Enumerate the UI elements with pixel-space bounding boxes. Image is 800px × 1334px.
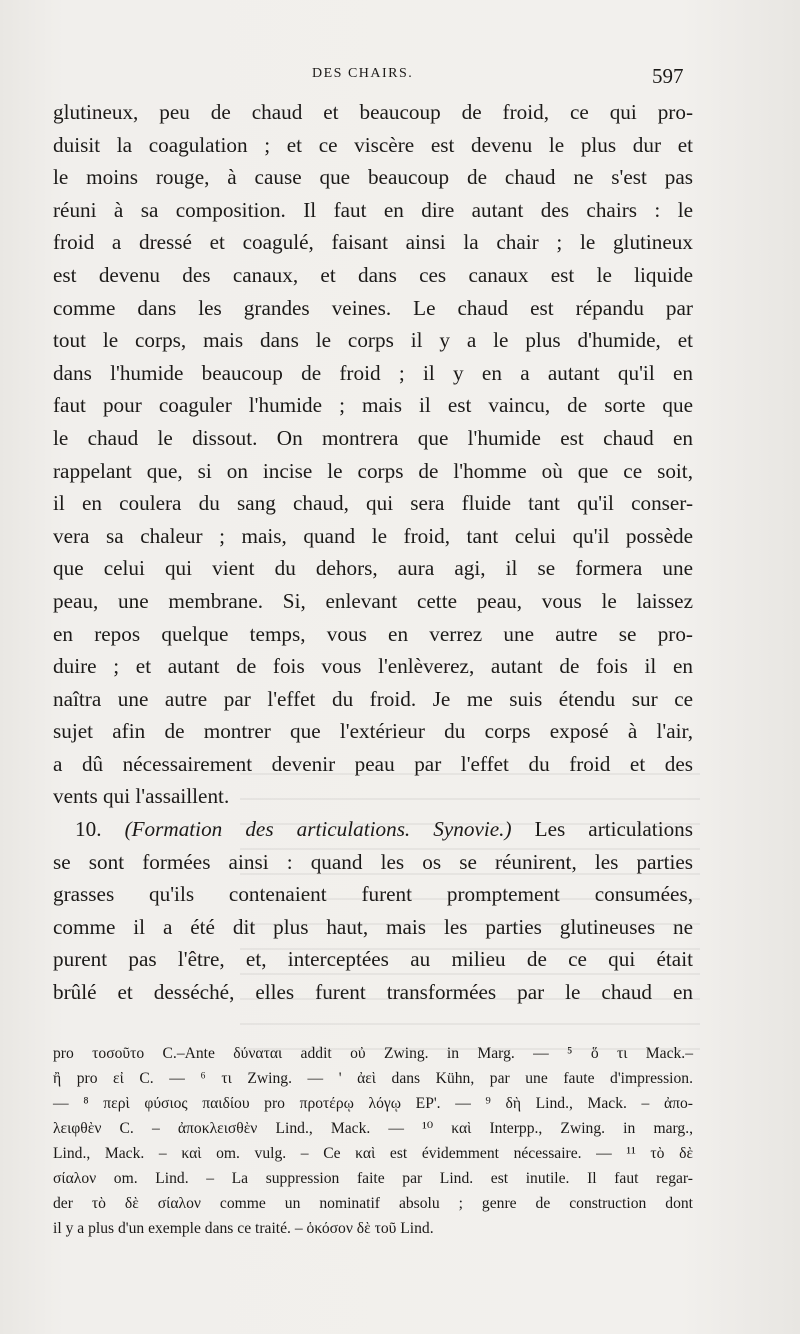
text-line: le chaud le dissout. On montrera que l'humide est chaud en [53,425,693,450]
text-line: froid a dressé et coagulé, faisant ainsi la chair ; le glutineux [53,230,693,255]
section-number: 10. [75,817,102,842]
text-line: grasses qu'ils contenaient furent promptement consumées, [53,882,693,907]
text-line: le moins rouge, à cause que beaucoup de chaud ne s'est pas [53,165,693,190]
text-line: brûlé et desséché, elles furent transformées par le chaud en [53,980,693,1005]
running-title: DES CHAIRS. [312,66,414,81]
text-line: que celui qui vient du dehors, aura agi, il se formera une [53,556,693,581]
text-line: naîtra une autre par l'effet du froid. Je me suis étendu sur ce [53,686,693,711]
footnote-line: pro τοσοῦτο C.–Ante δύναται addit οὐ Zwing. in Marg. — ⁵ ὅ τι Mack.– [53,1045,693,1062]
main-text [53,96,693,1009]
footnote-line: der τὸ δὲ σίαλον comme un nominatif absolu ; genre de construction dont [53,1195,693,1212]
footnote-line: λειφθὲν C. – ἀποκλεισθὲν Lind., Mack. — ¹⁰ καὶ Interpp., Zwing. in marg., [53,1120,693,1137]
text-line: purent pas l'être, et, interceptées au milieu de ce qui était [53,947,693,972]
text-line: a dû nécessairement devenir peau par l'effet du froid et des [53,751,693,776]
text-line: réuni à sa composition. Il faut en dire autant des chairs : le [53,197,693,222]
text-line: duisit la coagulation ; et ce viscère est devenu le plus dur et [53,132,693,157]
footnote-line: — ⁸ περὶ φύσιος παιδίου pro προτέρῳ λόγῳ EP'. — ⁹ δὴ Lind., Mack. – ἀπο- [53,1095,693,1112]
footnote-line: ἢ pro εἰ C. — ⁶ τι Zwing. — ' ἀεὶ dans Kühn, par une faute d'impression. [53,1070,693,1087]
text-line: il en coulera du sang chaud, qui sera fluide tant qu'il conser- [53,491,693,516]
footnotes [53,1041,693,1241]
section-first-line: Les articulations [534,817,694,842]
footnote-line: il y a plus d'un exemple dans ce traité. – ὁκόσον δὲ τοῦ Lind. [53,1220,434,1237]
text-line: dans l'humide beaucoup de froid ; il y en a autant qu'il en [53,360,693,385]
text-line: duire ; et autant de fois vous l'enlèverez, autant de fois il en [53,654,693,679]
text-line: vents qui l'assaillent. [53,784,230,809]
text-line: tout le corps, mais dans le corps il y a le plus d'humide, et [53,328,693,353]
text-line: sujet afin de montrer que l'extérieur du corps exposé à l'air, [53,719,693,744]
running-head [0,64,800,90]
text-line: glutineux, peu de chaud et beaucoup de froid, ce qui pro- [53,100,693,124]
text-line: rappelant que, si on incise le corps de l'homme où que ce soit, [53,458,693,483]
section-heading: (Formation des articulations. Synovie.) [124,817,512,842]
text-line: en repos quelque temps, vous en verrez une autre se pro- [53,621,693,646]
text-line: vera sa chaleur ; mais, quand le froid, tant celui qu'il possède [53,523,693,548]
section-heading-line [53,813,693,846]
text-line: comme dans les grandes veines. Le chaud est répandu par [53,295,693,320]
text-line: est devenu des canaux, et dans ces canaux est le liquide [53,262,693,287]
text-line: se sont formées ainsi : quand les os se réunirent, les parties [53,849,693,874]
page-number: 597 [652,64,684,88]
text-line: faut pour coaguler l'humide ; mais il est vaincu, de sorte que [53,393,693,418]
footnote-line: Lind., Mack. – καὶ om. vulg. – Ce καὶ est évidemment nécessaire. — ¹¹ τὸ δὲ [53,1145,693,1162]
text-line: peau, une membrane. Si, enlevant cette peau, vous le laissez [53,588,693,613]
text-line: comme il a été dit plus haut, mais les parties glutineuses ne [53,914,693,939]
footnote-line: σίαλον om. Lind. – La suppression faite par Lind. est inutile. Il faut regar- [53,1170,693,1187]
